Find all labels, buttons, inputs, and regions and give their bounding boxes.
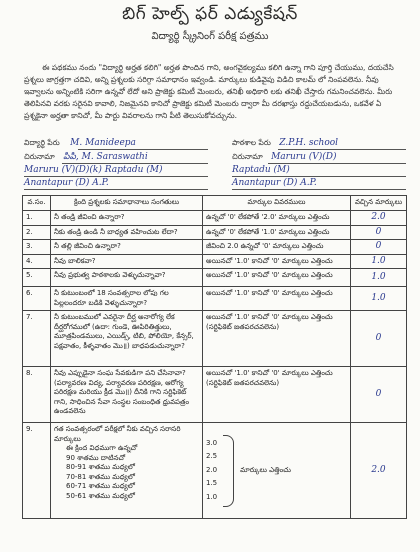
table-header-row: [23, 196, 407, 211]
row9-marks-details: [203, 423, 351, 519]
school-address-line2: [232, 178, 317, 188]
row-score: 1.0: [351, 287, 407, 311]
address-line2-value: Anantapur (D) A.P.: [24, 178, 109, 188]
row-serial: 2.: [23, 225, 51, 240]
school-name-value: Z.P.H. school: [279, 138, 339, 148]
address-line1: [24, 165, 163, 175]
row-question: నీవు ప్రభుత్వ పాఠశాలకు వెళ్ళుచున్నావా?: [51, 269, 203, 287]
mandal-underline: [268, 163, 406, 164]
row-serial: 3.: [23, 240, 51, 255]
row-question: నీకు తండ్రి ఉండి నీ బాధ్యత వహించుట లేదా?: [51, 225, 203, 240]
row9-item: 80-91 శాతము మధ్యలో: [66, 463, 135, 471]
mandal-row: [232, 152, 337, 163]
row-question: నీ కుటుంబంలో 18 సంవత్సరాల లోపు గల పిల్లలందరూ బడికి వెళ్ళుచున్నారా?: [51, 287, 203, 311]
father-label: చిరునామా: [24, 152, 55, 161]
row9-marks-text: మార్కులు ఎత్తించు: [240, 465, 291, 474]
student-name-underline: [78, 149, 208, 150]
school-address-line1-value: Raptadu (M): [232, 165, 290, 175]
row-serial: 5.: [23, 269, 51, 287]
table-row: [23, 240, 407, 255]
scale-value: 2.5: [206, 452, 218, 461]
row-question: నీ తండ్రి జీవించి ఉన్నారా?: [51, 211, 203, 226]
address-line2-underline: [24, 189, 208, 190]
row-score: 2.0: [351, 211, 407, 226]
address-line2: [24, 178, 109, 188]
col-header-marks-obtained: వచ్చిన మార్కులు: [351, 196, 407, 211]
row9-scale-values: [206, 439, 217, 503]
row-marks-details: అయినచో '1.0' కానిచో '0' మార్కులు ఎత్తించు: [203, 254, 351, 269]
table-row: [23, 287, 407, 311]
row9-scale: [206, 435, 347, 507]
student-name-value: M. Manideepa: [70, 138, 136, 148]
row-question: నీ కుటుంబములో ఎవరైనా దీర్ఘ అనారోగ్య లేక దీర్ఘరోగములో (ఉదా: గుండె, ఊపిరితిత్తులు, మూత్రపిండములు, ఎయిడ్స్, టిబి, పోలియో, కేన్సర్, పక్షవాతం, కీళ్ళవాతం మొ॥) బాధపడుచున్నారా?: [51, 311, 203, 367]
student-name-label: విద్యార్థి పేరు: [24, 138, 60, 147]
table-row: [23, 211, 407, 226]
table-row: [23, 269, 407, 287]
row-question-9: [51, 423, 203, 519]
row9-item: 60-71 శాతము మధ్యలో: [66, 482, 135, 490]
table-row: [23, 254, 407, 269]
row9-item: 90 శాతము దాటినచో: [66, 453, 126, 462]
row-marks-details: అయినచో '1.0' కానిచో '0' మార్కులు ఎత్తించు (సర్టిఫికెట్ జతపరచవలెను): [203, 367, 351, 423]
scale-value: 1.0: [206, 492, 218, 501]
school-address-line2-underline: [232, 189, 406, 190]
mandal-label: చిరునామా: [232, 152, 263, 161]
scale-value: 1.5: [206, 479, 218, 488]
intro-paragraph: ఈ పథకము నందు "విద్యార్థి అర్హత కలిగి" అర్హత పొందిన గాని, అంగవైకల్యము కలిగి ఉన్నా గాని పూర్తి చేయుము, దయచేసి ప్రశ్నలు జాగ్రత్తగా చదివి, అన్ని ప్రశ్నలకు సరిగ్గా సమాధానం ఇవ్వండి. మార్కులు కుడివైపు విడిచి కాలమ్ లో నింపవలెను. నీవు ఇవ్వాలను అన్నింటికి సరిగా ఉన్నవో లేదో అని ప్రాజెక్టు కమిటీ మెంబరు, తనిఖీ అధికారి లకు తనిఖీ చేస్తారు గమనించవలెను. మీరు తెలిపినవి వరకు సరైనవి కావాలి, నిజమైనవి కానిచో ప్రాజెక్టు కమిటీ మెంబరు ద్వారా మీ దరఖాస్తు రద్దుచేయబడును, ఒకవేళ ఏ ప్రశ్నకైనా అర్హతా కానిచో, మీ పార్టు వివరాలను గాని పీటి తెలుసుకోవచ్చును.: [24, 63, 394, 120]
row-question: నీవు ఎప్పుడైనా సంఘ సేవకుడిగా పని చేసినావా? (పర్యావరణ విద్య, పర్యావరణ పరిరక్షణ, ఆరోగ్య పరిరక్షణ మరియు క్రీడ మొ॥) దీనికి గాని సర్టిఫికెట్ గాని, సాధించిన సేవా సంస్థల సంబంధిత ధ్రువపత్రం ఉండవలెను: [51, 367, 203, 423]
address-line1-value: Maruru (V)(D)(k) Raptadu (M): [24, 165, 163, 175]
row-score: 1.0: [351, 269, 407, 287]
school-name-label: పాఠశాల పేరు: [232, 138, 271, 147]
school-address-line1: [232, 165, 290, 175]
row-serial: 6.: [23, 287, 51, 311]
address-line1-underline: [24, 176, 208, 177]
row-serial: 9.: [23, 423, 51, 519]
row-score: 0: [351, 225, 407, 240]
row9-question: గత సంవత్సరంలో పరీక్షలో నీకు వచ్చిన సరాసరి మార్కులు: [54, 425, 181, 443]
row-marks-details: జీవించి 2.0 ఉన్నచో '0' మార్కులు ఎత్తించు: [203, 240, 351, 255]
form-subtitle: విద్యార్థి స్క్రీనింగ్ పరీక్ష పత్రము: [151, 31, 269, 42]
row-score: 0: [351, 311, 407, 367]
row-serial: 8.: [23, 367, 51, 423]
row9-item: 50-61 శాతము మధ్యలో: [66, 491, 135, 500]
father-underline: [62, 163, 208, 164]
table-row: [23, 311, 407, 367]
row-serial: 7.: [23, 311, 51, 367]
row-serial: 1.: [23, 211, 51, 226]
row-marks-details: ఉన్నచో '0' లేకపోతే '1.0' మార్కులు ఎత్తించు: [203, 225, 351, 240]
row9-item: ఈ క్రింద విధముగా ఉన్నచో: [66, 444, 138, 452]
brace-shape: [223, 435, 234, 507]
col-header-serial: వ.సం.: [23, 196, 51, 211]
table-row: [23, 367, 407, 423]
row-score: 1.0: [351, 254, 407, 269]
row9-item: 70-81 శాతము మధ్యలో: [66, 472, 135, 481]
school-name-underline: [278, 149, 406, 150]
row-marks-details: అయినచో '1.0' కానిచో '0' మార్కులు ఎత్తించు: [203, 269, 351, 287]
row-score: 2.0: [351, 423, 407, 519]
row-score: 0: [351, 367, 407, 423]
student-name-row: [24, 138, 136, 149]
mandal-value: Maruru (V)(D): [271, 152, 337, 162]
row-question: నీ తల్లి జీవించి ఉన్నారా?: [51, 240, 203, 255]
col-header-marks-details: మార్కుల వివరములు: [203, 196, 351, 211]
row-score: 0: [351, 240, 407, 255]
school-address-line2-value: Anantapur (D) A.P.: [232, 178, 317, 188]
school-name-row: [232, 138, 338, 149]
row-marks-details: అయినచో '1.0' కానిచో '0' మార్కులు ఎత్తించు: [203, 287, 351, 311]
school-address-line1-underline: [232, 176, 406, 177]
scale-value: 3.0: [206, 438, 218, 447]
form-title: బిగ్ హెల్ప్ ఫర్ ఎడ్యుకేషన్: [122, 4, 298, 24]
row-serial: 4.: [23, 254, 51, 269]
screening-table: [22, 195, 407, 519]
row-marks-details: అయినచో '1.0' కానిచో '0' మార్కులు ఎత్తించు (సర్టిఫికెట్ జతపరచవలెను): [203, 311, 351, 367]
col-header-question: క్రింది ప్రశ్నలకు సమాధానాలు సంగతులు: [51, 196, 203, 211]
row-question: నీవు బాలికవా?: [51, 254, 203, 269]
scale-value: 2.0: [206, 465, 218, 474]
row-marks-details: ఉన్నచో '0' లేకపోతే '2.0' మార్కులు ఎత్తించు: [203, 211, 351, 226]
table-row: [23, 423, 407, 519]
father-value: పిపి, M. Saraswathi: [63, 152, 148, 162]
table-row: [23, 225, 407, 240]
